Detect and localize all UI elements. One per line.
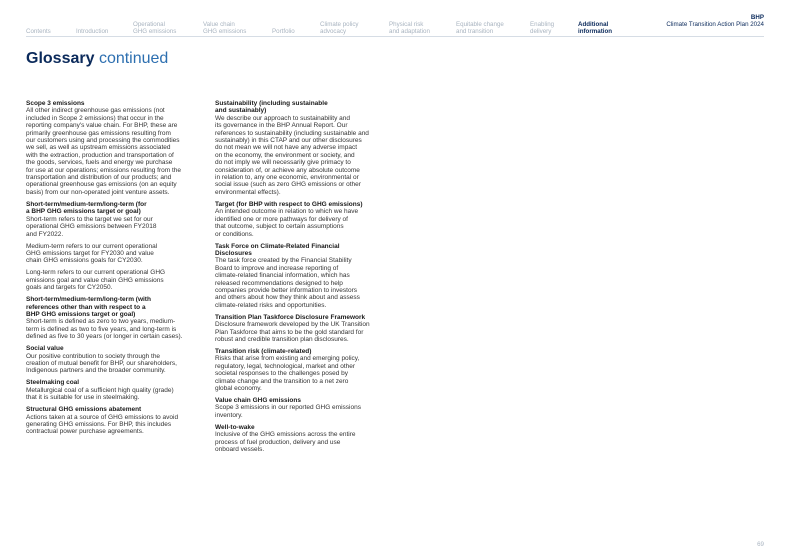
glossary-entry-transition-risk [215, 348, 393, 392]
glossary-entry-tcfd [215, 243, 393, 310]
glossary-term: Task Force on Climate-Related Financial Disclosures [215, 242, 340, 257]
page-number: 69 [757, 541, 764, 548]
glossary-term: Target (for BHP with respect to GHG emissions) [215, 200, 363, 208]
glossary-definition: We describe our approach to sustainability and its governance in the BHP Annual Report. Our references to sustainability (including sustainable and sustainably) in this CTAP and our other disclosures do not mean we will not have any adverse impact on the economy, the environment or society, and do not imply we will necessarily give primacy to consideration of, or achieve any absolute outcome in relation to, any one economic, environmental or social issue (such as zero GHG emissions or other environmental effects). [215, 114, 369, 196]
glossary-definition: Short-term is defined as zero to two years, medium- term is defined as two to five years, and long-term is defined as five to 30 years (or longer in certain cases). [26, 318, 183, 341]
glossary-term: Social value [26, 345, 64, 353]
glossary-term: Steelmaking coal [26, 379, 80, 387]
glossary-entry-well-to-wake [215, 424, 393, 454]
glossary-term: Well-to-wake [215, 423, 255, 431]
brand-block [666, 14, 764, 28]
glossary-term: Transition Plan Taskforce Disclosure Framework [215, 313, 366, 321]
glossary-definition: Disclosure framework developed by the UK Transition Plan Taskforce that aims to be the gold standard for robust and credible transition plan disclosures. [215, 321, 370, 343]
glossary-definition: Medium-term refers to our current operational GHG emissions target for FY2030 and value chain GHG emissions goals for CY2030. [26, 242, 158, 265]
glossary-entry-scope-3-emissions [26, 100, 204, 196]
glossary-entry-sustainability [215, 100, 393, 196]
glossary-entry-structural-ghg-abatement [26, 406, 204, 436]
glossary-definition: Inclusive of the GHG emissions across the entire process of fuel production, delivery and use onboard vessels. [215, 431, 356, 454]
nav-portfolio[interactable]: Portfolio [272, 28, 295, 35]
glossary-term: Scope 3 emissions [26, 100, 85, 107]
glossary-column-right [215, 100, 393, 458]
nav-additional-information[interactable]: Additional information [578, 21, 613, 35]
glossary-entry-tpt-framework [215, 314, 393, 344]
glossary-definition: The task force created by the Financial Stability Board to improve and increase reporting of climate-related financial information, which has released recommendations designed to help companies provide better information to investors and others about how they think about and assess climate-related risks and opportunities. [215, 257, 360, 309]
glossary-term: Value chain GHG emissions [215, 397, 301, 404]
brand-name: BHP [750, 14, 764, 21]
nav-physical-risk-adaptation[interactable]: Physical risk and adaptation [389, 21, 430, 35]
glossary-column-left [26, 100, 204, 440]
nav-contents[interactable]: Contents [26, 28, 51, 35]
glossary-entry-value-chain-ghg [215, 397, 393, 419]
glossary-entry-social-value [26, 345, 204, 375]
glossary-definition: Our positive contribution to society through the creation of mutual benefit for BHP, our shareholders, Indigenous partners and the broader community. [26, 352, 177, 375]
header-divider [26, 36, 764, 37]
glossary-term: Short-term/medium-term/long-term (with references other than with respect to a BHP GHG emissions target or goal) [26, 296, 151, 318]
glossary-entry-short-medium-long-term-target [26, 201, 204, 292]
nav-operational-ghg-emissions[interactable]: Operational GHG emissions [133, 21, 177, 35]
page-title-suffix: continued [98, 50, 169, 67]
glossary-entry-target [215, 201, 393, 238]
glossary-definition: Risks that arise from existing and emerging policy, regulatory, legal, technological, market and other societal responses to the challenges posed by climate change and the transition to a net zero global economy. [215, 355, 360, 392]
page-title-main: Glossary [26, 50, 95, 67]
nav-value-chain-ghg-emissions[interactable]: Value chain GHG emissions [203, 21, 247, 35]
glossary-definition: An intended outcome in relation to which we have identified one or more pathways for delivery of that outcome, subject to certain assumptions or conditions. [215, 208, 359, 238]
glossary-entry-steelmaking-coal [26, 379, 204, 401]
glossary-term: Short-term/medium-term/long-term (for a BHP GHG emissions target or goal) [26, 200, 147, 216]
glossary-term: Sustainability (including sustainable and sustainably) [215, 100, 328, 115]
nav-equitable-change-transition[interactable]: Equitable change and transition [456, 21, 504, 35]
glossary-definition: Metallurgical coal of a sufficient high quality (grade) that it is suitable for use in steelmaking. [26, 386, 174, 402]
nav-introduction[interactable]: Introduction [76, 28, 109, 35]
glossary-definition: Actions taken at a source of GHG emissions to avoid generating GHG emissions. For BHP, this includes contractual power purchase agreements. [26, 413, 179, 436]
nav-enabling-delivery[interactable]: Enabling delivery [530, 21, 555, 35]
glossary-definition: Short-term refers to the target we set for our operational GHG emissions between FY2018 and FY2022. [26, 215, 157, 238]
nav-climate-policy-advocacy[interactable]: Climate policy advocacy [320, 21, 359, 35]
glossary-definition: All other indirect greenhouse gas emissions (not included in Scope 2 emissions) that occur in the reporting company's value chain. For BHP, these are primarily greenhouse gas emissions resulting from our customers using and processing the commodities we sell, as well as upstream emissions associated with the extraction, production and transportation of the goods, services, fuels and energy we purchase for use at our operations; emissions resulting from the transportation and distribution of our products; and operational greenhouse gas emissions (on an equity basis) from our non-operated joint venture assets. [26, 107, 181, 196]
glossary-term: Transition risk (climate-related) [215, 347, 312, 355]
document-title: Climate Transition Action Plan 2024 [666, 21, 764, 29]
page-title [26, 49, 168, 69]
glossary-definition: Long-term refers to our current operational GHG emissions goal and value chain GHG emissions goals and targets for CY2050. [26, 269, 166, 292]
glossary-term: Structural GHG emissions abatement [26, 406, 142, 414]
glossary-definition: Scope 3 emissions in our reported GHG emissions inventory. [215, 404, 361, 419]
glossary-entry-short-medium-long-term-other [26, 296, 204, 340]
